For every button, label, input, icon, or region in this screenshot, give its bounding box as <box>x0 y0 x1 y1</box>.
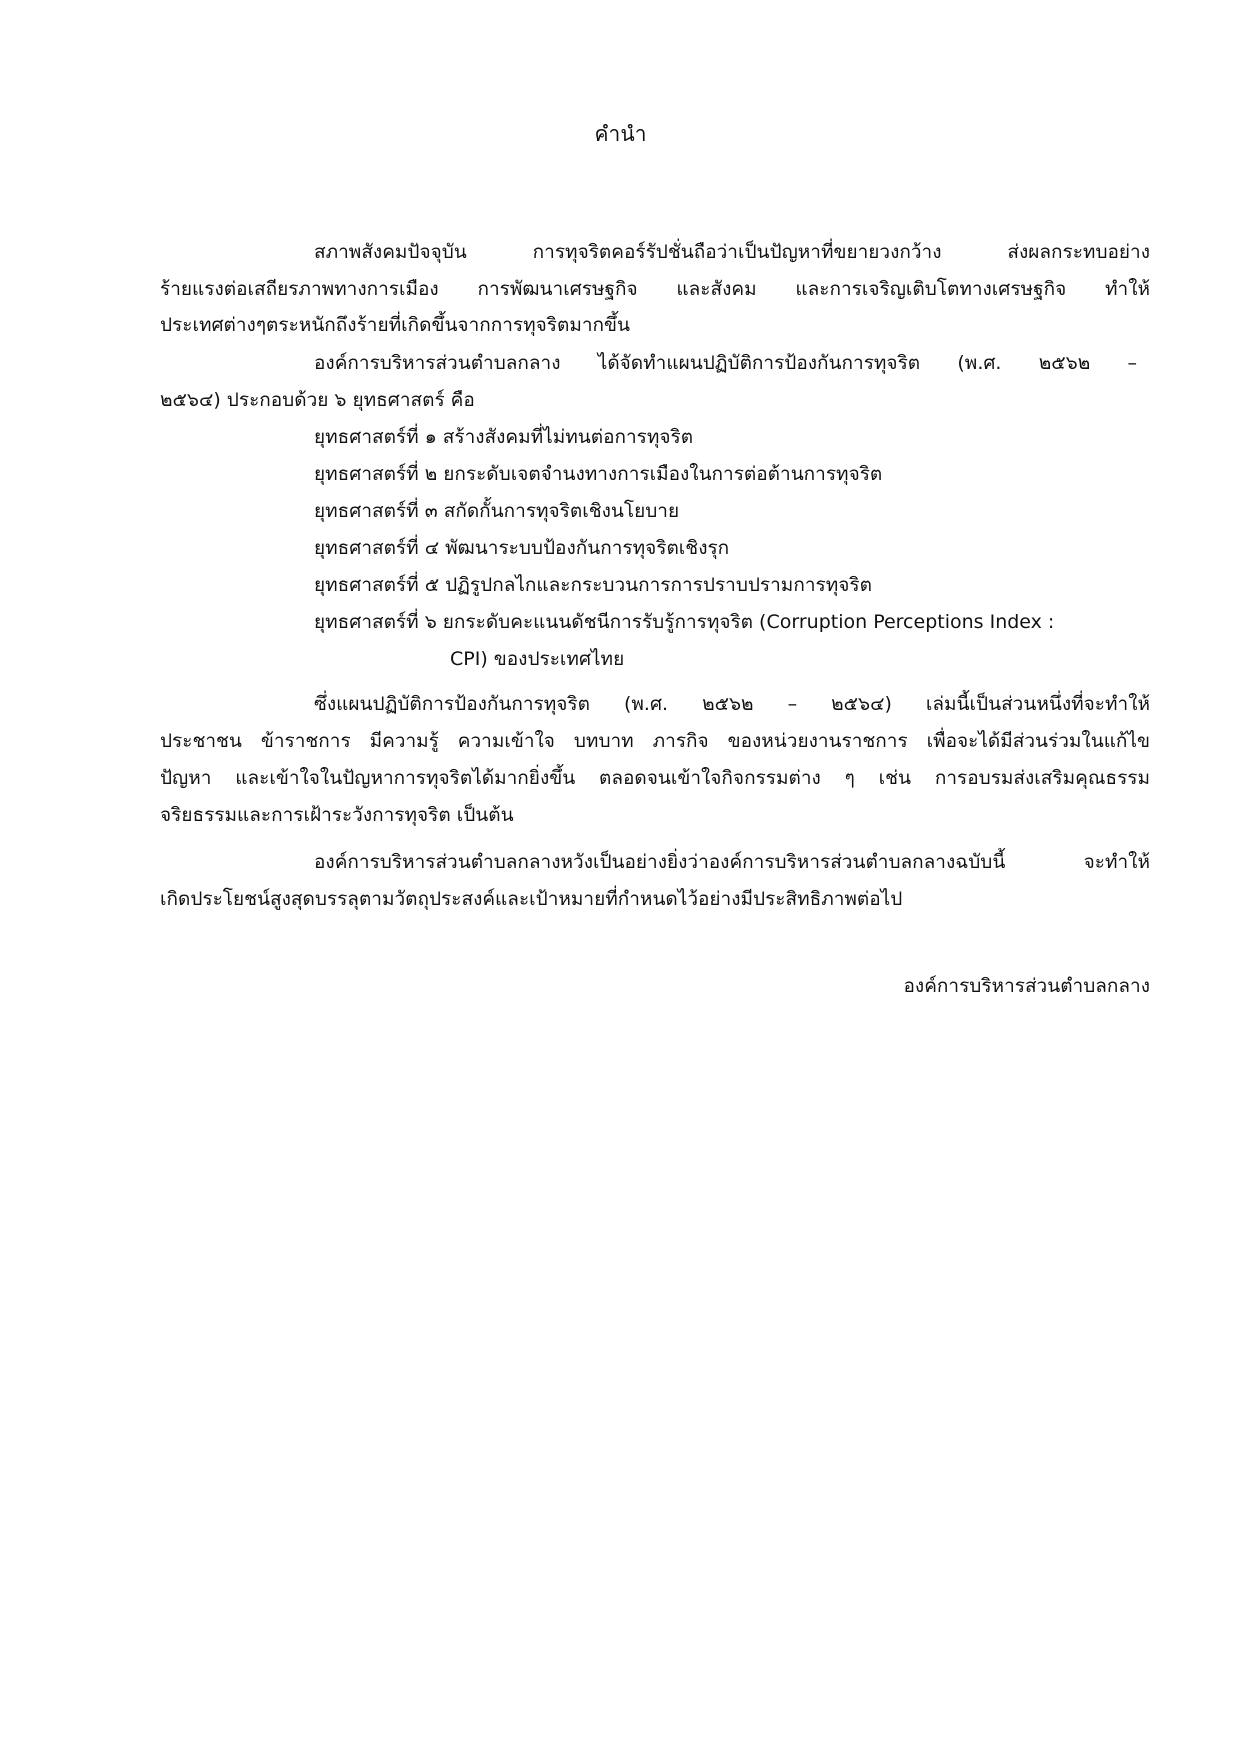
paragraph-3-line-2: ประชาชน ข้าราชการ มีความรู้ ความเข้าใจ บทบาท ภารกิจ ของหน่วยงานราชการ เพื่อจะได้มีส่วนร่วมในแก้ไข <box>160 730 1150 752</box>
strategy-item: ยุทธศาสตร์ที่ ๑ สร้างสังคมที่ไม่ทนต่อการทุจริต <box>314 426 694 448</box>
paragraph-1-line-2: ร้ายแรงต่อเสถียรภาพทางการเมือง การพัฒนาเศรษฐกิจ และสังคม และการเจริญเติบโตทางเศรษฐกิจ ทำให้ <box>160 278 1150 300</box>
signature-organization: องค์การบริหารส่วนตำบลกลาง <box>903 975 1150 997</box>
paragraph-3-line-3: ปัญหา และเข้าใจในปัญหาการทุจริตได้มากยิ่งขึ้น ตลอดจนเข้าใจกิจกรรมต่าง ๆ เช่น การอบรมส่งเสริมคุณธรรม <box>160 767 1150 789</box>
paragraph-4-line-2: เกิดประโยชน์สูงสุดบรรลุตามวัตถุประสงค์และเป้าหมายที่กำหนดไว้อย่างมีประสิทธิภาพต่อไป <box>160 888 903 910</box>
paragraph-2-line-1: องค์การบริหารส่วนตำบลกลาง ได้จัดทำแผนปฏิบัติการป้องกันการทุจริต (พ.ศ. ๒๕๖๒ – <box>314 352 1137 374</box>
strategy-6-continuation: CPI) ของประเทศไทย <box>450 648 625 670</box>
paragraph-1-line-3: ประเทศต่างๆตระหนักถึงร้ายที่เกิดขึ้นจากการทุจริตมากขึ้น <box>160 314 630 336</box>
paragraph-4-line-1: องค์การบริหารส่วนตำบลกลางหวังเป็นอย่างยิ่งว่าองค์การบริหารส่วนตำบลกลางฉบับนี้ จะทำให้ <box>314 851 1150 873</box>
strategy-item: ยุทธศาสตร์ที่ ๔ พัฒนาระบบป้องกันการทุจริตเชิงรุก <box>314 537 730 559</box>
page-title: คำนำ <box>594 122 647 146</box>
paragraph-1-line-1: สภาพสังคมปัจจุบัน การทุจริตคอร์รัปชั่นถือว่าเป็นปัญหาที่ขยายวงกว้าง ส่งผลกระทบอย่าง <box>314 241 1150 263</box>
paragraph-3-line-1: ซึ่งแผนปฏิบัติการป้องกันการทุจริต (พ.ศ. ๒๕๖๒ – ๒๕๖๔) เล่มนี้เป็นส่วนหนึ่งที่จะทำให้ <box>314 693 1150 715</box>
paragraph-2-line-2: ๒๕๖๔) ประกอบด้วย ๖ ยุทธศาสตร์ คือ <box>160 389 475 411</box>
paragraph-3-line-4: จริยธรรมและการเฝ้าระวังการทุจริต เป็นต้น <box>160 804 514 826</box>
strategy-item: ยุทธศาสตร์ที่ ๖ ยกระดับคะแนนดัชนีการรับรู้การทุจริต (Corruption Perceptions Index : <box>314 611 1055 633</box>
strategy-item: ยุทธศาสตร์ที่ ๓ สกัดกั้นการทุจริตเชิงนโยบาย <box>314 500 680 522</box>
strategy-item: ยุทธศาสตร์ที่ ๕ ปฏิรูปกลไกและกระบวนการการปราบปรามการทุจริต <box>314 574 872 596</box>
strategy-item: ยุทธศาสตร์ที่ ๒ ยกระดับเจตจำนงทางการเมืองในการต่อต้านการทุจริต <box>314 463 883 485</box>
